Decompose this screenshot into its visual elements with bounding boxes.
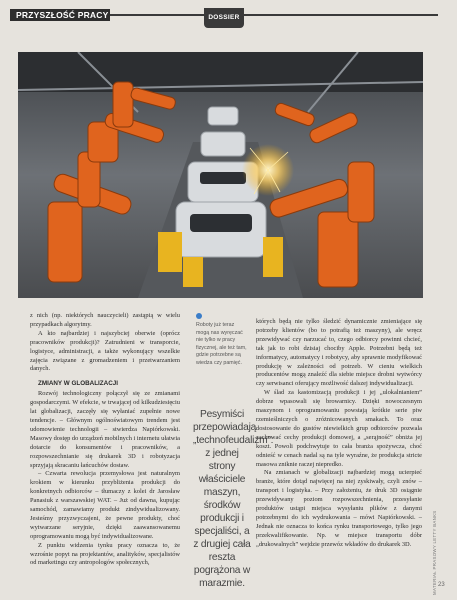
left-paragraph-4: Z punktu widzenia tynku pracy oznacza to, że wzrośnie popyt na projektantów, analityków, specjalistów od marketingu czy antropologów społecznych, (30, 541, 180, 567)
left-paragraph-1: A kto najbardziej i najszybciej oberwie (oprócz pracowników produkcji)? Zatrudnieni w transporcie, logistyce, administracji, a także wykonujący wszelkie zajęcia związane z gromadzeniem i przetwarzaniem danych. (30, 329, 180, 373)
factory-robots-photo (18, 52, 423, 298)
photo-caption: Roboty już teraz mogą nas wyręczać nie tylko w pracy fizycznej, ale też tam, gdzie potrzebne są wiedza czy pamięć. (196, 322, 247, 366)
left-paragraph-3: – Czwarta rewolucja przemysłowa jest naturalnym krokiem w kierunku przybliżenia produkcji do konkretnych odbiorców – tłumaczy z kolei dr Jarosław Panasiuk z warszawskiej WAT. – Już od dawna, kupując samochód, zamawiamy produkt zindywidualizowany. Jesteśmy przyzwyczajeni, że pewne produkty, choć wytwarzane seryjnie, dzięki zaawansowanemu oprogramowaniu mogą być indywidualizowane. (30, 470, 180, 540)
right-paragraph-1: których będą nie tylko śledzić dynamicznie zmieniające się potrzeby klientów (bo to potrafią też maszyny), ale wręcz przewidywać czy narzucać to, czego odbiorcy powinni chcieć, tak jak to robi dzisiaj chociby Apple. Potrzebni będą też informatycy, automatycy i robotycy, aby sprawnie modyfikować produkcję w zależności od potrzeb. W cieniu wielkich producentów mogą znaleźć dla siebie miejsce drobni wytwórcy czy serwisanci oferujący możliwość dalszej indywidualizacji. (256, 318, 422, 388)
left-text-column (30, 312, 180, 568)
intro-fragment: z nich (np. niektórych nauczycieli) zastąpią w wielu przypadkach algorytmy. (30, 312, 180, 328)
left-paragraph-2: Rozwój technologiczny połączył się ze zmianami gospodarczymi. W efekcie, w trwającej od kilkudziesięciu lat globalizacji, zaczęły się wyłaniać zupełnie nowe tendencje. – Głównym ogólnoświatowym trendem jest udomowienie technologii – stwierdza Napiórkowski. Masowy dostęp do urządzeń mobilnych i internetu ułatwia dotarcie do konsumentów i pracowników, a rozpowszechnianie się drukarek 3D i robotyzacja sprzyjają skracaniu łańcuchów dostaw. (30, 390, 180, 469)
dossier-tab: DOSSIER (204, 8, 244, 28)
section-label: PRZYSZŁOŚĆ PRACY (10, 9, 110, 21)
subheading: ZMIANY W GLOBALIZACJI (38, 380, 118, 388)
photo-credit: MATERIAŁ PRASOWY LETTY BANKS (432, 510, 437, 595)
page-header (0, 0, 457, 30)
caption-bullet-icon (196, 313, 202, 319)
right-text-column (256, 318, 422, 550)
right-paragraph-3: Na zmianach w globalizacji najbardziej mogą ucierpieć branże, które dotąd najwięcej na niej zyskiwały, czyli znów – transport i logistyka. – Przy założeniu, że druk 3D osiągnie przewidywany poziom rozpowszechnienia, przesyłanie produktów ustąpi miejsca wysyłaniu plików z danymi potrzebnymi do ich wydrukowania – mówi Napiórkowski. – Jednak nie oznacza to końca rynku transportowego, tylko jego przekwalifikowanie. Np. w miejsce transportu dóbr „drukowalnych” wejdzie przewóz wkładów do drukarek 3D. (256, 469, 422, 548)
robot-assembly-line-illustration (18, 52, 423, 298)
pull-quote: Pesymiści przepowiadają „technofeudalizm”: z jednej strony właściciele maszyn, środków produkcji i specjaliści, a z drugiej cała reszta pogrążona w marazmie. (193, 409, 274, 589)
right-paragraph-2: W ślad za kastomizacją produkcji i jej „ulokalnianiem” dobrze wpasowali się browarnicy. Dzięki nowoczesnym maszynom i oprogramowaniu powstają krótkie serie piw rzemieślniczych o zróżnicowanych smakach. To oraz dostosowanie do gustów niewielkich grup odbiorców pozwala zachować cechy produkcji domowej, a „serąjność” obniża jej koszt. Powoli podchwytuje to cała branża spożywcza, choć odnieść w cenach nadal są na tyle wyraźne, że produkcja stricte masowa zniknie raczej niepredko. (256, 389, 422, 468)
page-number: 23 (438, 582, 445, 588)
